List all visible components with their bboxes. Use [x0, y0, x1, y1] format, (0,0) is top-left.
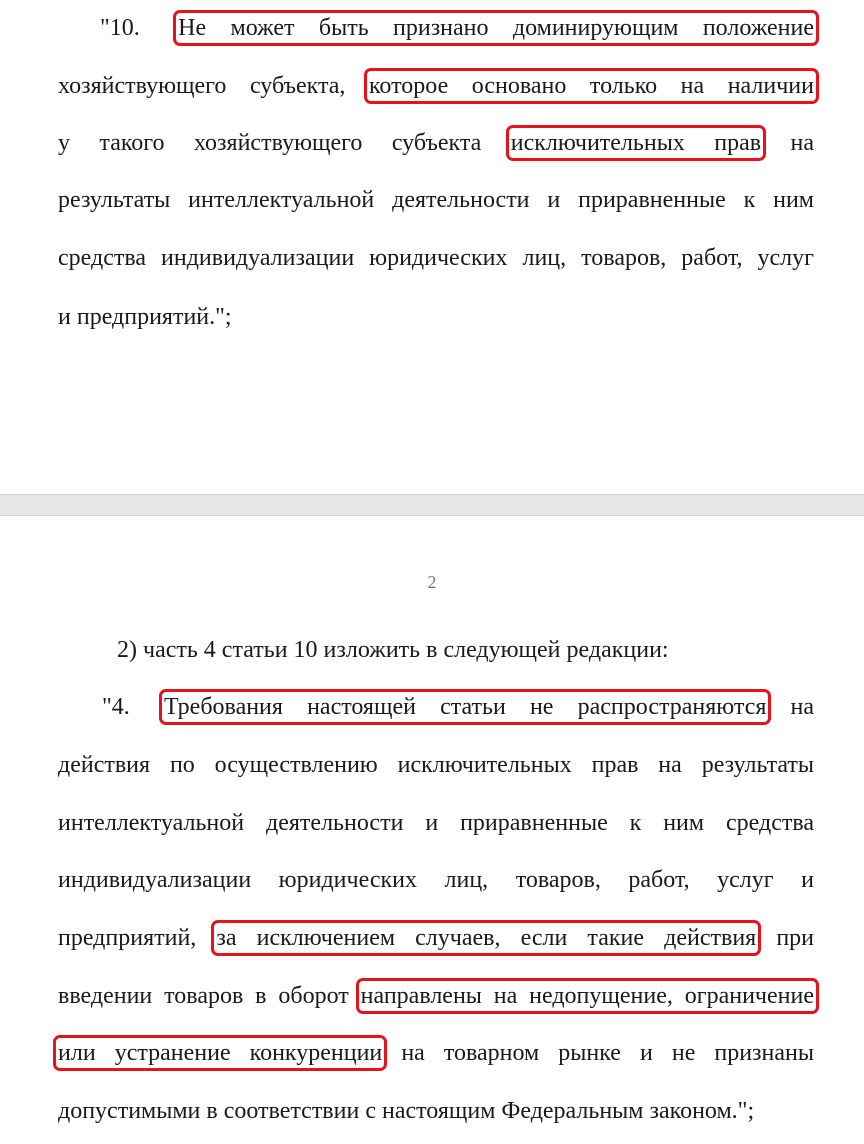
highlight-box: исключительных прав — [510, 130, 762, 156]
text-line: действия по осуществлению исключительных прав на результаты — [58, 752, 814, 778]
text-line: введении товаров в оборот направлены на недопущение, ограничение — [58, 983, 814, 1009]
text-line: хозяйствующего субъекта, которое основано только на наличии — [58, 73, 814, 99]
highlight-box: направлены на недопущение, ограничение — [360, 983, 814, 1009]
text-line: или устранение конкуренции на товарном рынке и не признаны — [58, 1040, 815, 1066]
document-page-2 — [0, 516, 864, 1144]
text-line: интеллектуальной деятельности и приравненные к ним средства — [58, 810, 814, 836]
page-separator — [0, 494, 864, 516]
text-line: и предприятий."; — [58, 304, 232, 330]
page-number: 2 — [427, 572, 437, 592]
highlight-box: Не может быть признано доминирующим положение — [178, 15, 815, 41]
document-page-1 — [0, 0, 864, 494]
text-line: допустимыми в соответствии с настоящим Федеральным законом."; — [58, 1098, 755, 1124]
text-line: предприятий, за исключением случаев, если такие действия при — [58, 925, 814, 951]
text-line: у такого хозяйствующего субъекта исключительных прав на — [58, 130, 815, 156]
text-line: "4. Требования настоящей статьи не распространяются на — [102, 694, 815, 720]
text-line: индивидуализации юридических лиц, товаров, работ, услуг и — [58, 867, 814, 893]
highlight-box: Требования настоящей статьи не распространяются — [163, 694, 767, 720]
highlight-box: которое основано только на наличии — [368, 73, 814, 99]
text-line: средства индивидуализации юридических лиц, товаров, работ, услуг — [58, 245, 814, 271]
highlight-box: или устранение конкуренции — [58, 1040, 383, 1066]
text-line: 2) часть 4 статьи 10 изложить в следующей редакции: — [117, 637, 669, 663]
text-line: "10. Не может быть признано доминирующим положение — [100, 15, 815, 41]
highlight-box: за исключением случаев, если такие действия — [216, 925, 757, 951]
text-line: результаты интеллектуальной деятельности и приравненные к ним — [58, 187, 814, 213]
